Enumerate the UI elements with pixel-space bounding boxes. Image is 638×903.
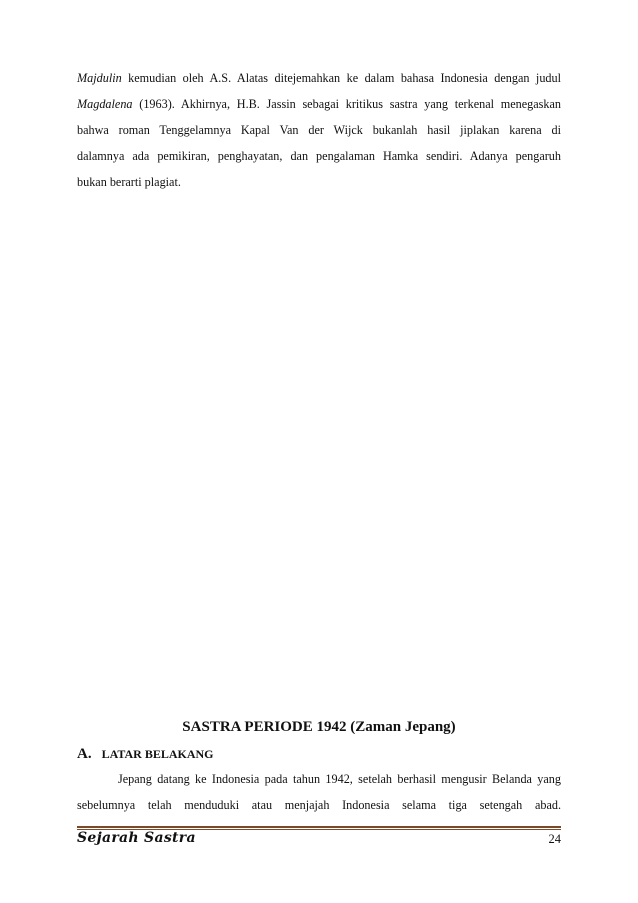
text-segment: kemudian oleh A.S. Alatas ditejemahkan ke dalam bahasa Indonesia dengan judul	[121, 71, 561, 85]
paragraph-continuation	[77, 65, 561, 195]
paragraph-line: dalamnya ada pemikiran, penghayatan, dan pengalaman Hamka sendiri. Adanya pengaruh	[77, 149, 561, 163]
paragraph-line: bahwa roman Tenggelamnya Kapal Van der Wijck bukanlah hasil jiplakan karena di	[77, 123, 561, 137]
section-paragraph	[77, 766, 561, 818]
paragraph-line	[77, 91, 561, 117]
section-heading-text: LATAR BELAKANG	[101, 747, 214, 761]
page-number: 24	[548, 832, 561, 846]
section-letter: A.	[77, 746, 92, 762]
section-heading	[77, 746, 214, 763]
paragraph-line	[77, 65, 561, 91]
paragraph-line: Jepang datang ke Indonesia pada tahun 1942, setelah berhasil mengusir Belanda yang	[118, 772, 561, 786]
paragraph-line: sebelumnya telah menduduki atau menjajah Indonesia selama tiga setengah abad.	[77, 798, 561, 812]
italic-title: Magdalena	[77, 97, 133, 111]
footer-title: Sejarah Sastra	[77, 830, 196, 846]
footer-rule	[77, 826, 561, 828]
paragraph-line: bukan berarti plagiat.	[77, 175, 181, 189]
chapter-title: SASTRA PERIODE 1942 (Zaman Jepang)	[182, 719, 456, 735]
italic-title: Majdulin	[77, 71, 122, 85]
text-segment: (1963). Akhirnya, H.B. Jassin sebagai kritikus sastra yang terkenal menegaskan	[132, 97, 561, 111]
